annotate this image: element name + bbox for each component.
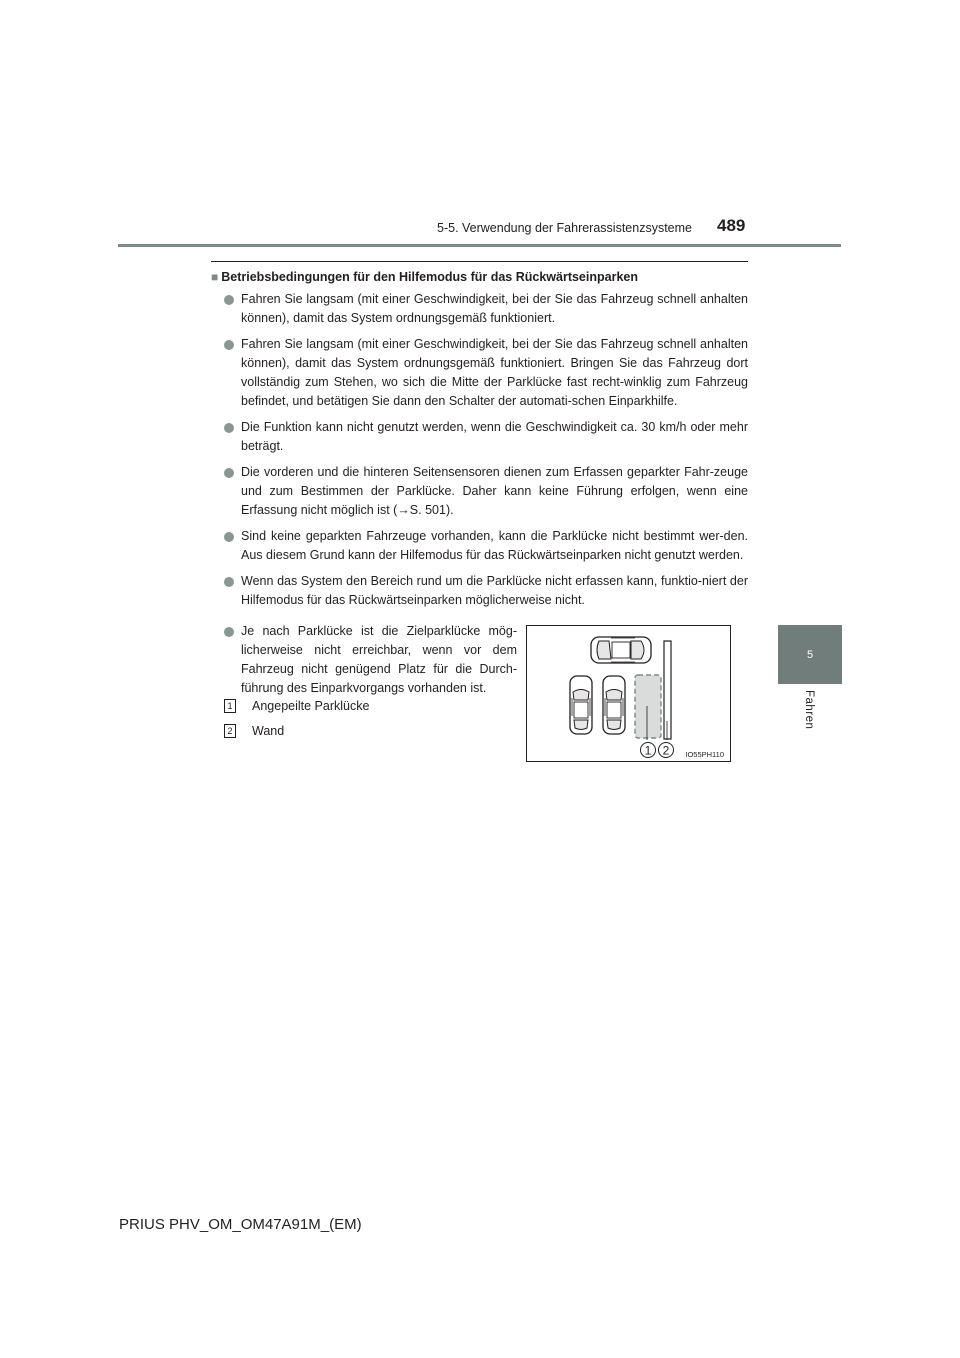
legend-number: 2 [224, 724, 236, 738]
car-moving-icon [591, 637, 651, 663]
figure-code: IO55PH110 [685, 750, 724, 759]
list-item [224, 290, 748, 328]
list-item [224, 463, 748, 520]
bullet-text: Sind keine geparkten Fahrzeuge vorhanden, kann die Parklücke nicht bestimmt wer-den. Aus diesem Grund kann der Hilfemodus für das Rückwärtseinparken nicht genutzt werden. [241, 529, 748, 562]
list-item [224, 622, 517, 698]
list-item [224, 572, 748, 610]
legend-label: Wand [252, 724, 285, 738]
car-parked-icon [570, 676, 592, 734]
legend-label: Angepeilte Parklücke [252, 699, 370, 713]
car-parked-icon [603, 676, 625, 734]
legend-item-1 [224, 699, 369, 713]
bullet-text: Fahren Sie langsam (mit einer Geschwindigkeit, bei der Sie das Fahrzeug schnell anhalten können), damit das System ordnungsgemäß funktioniert. Bringen Sie das Fahrzeug dort vollständig zum Stehen, wo sich die Mitte der Parklücke fast recht-winklig zum Fahrzeug befindet, und betätigen Sie dann den Schalter der automati-schen Einparkhilfe. [241, 337, 748, 408]
bullet-dot-icon [224, 532, 234, 542]
parking-illustration-svg [527, 626, 730, 761]
bullet-dot-icon [224, 423, 234, 433]
bullet-text: Die Funktion kann nicht genutzt werden, wenn die Geschwindigkeit ca. 30 km/h oder mehr beträgt. [241, 420, 748, 453]
page-number: 489 [717, 216, 746, 235]
callout-1-label: 1 [644, 743, 652, 758]
legend-number: 1 [224, 699, 236, 713]
page-header-section: 5-5. Verwendung der Fahrerassistenzsysteme [437, 221, 692, 235]
section-top-rule [211, 261, 748, 262]
bullet-dot-icon [224, 577, 234, 587]
list-item [224, 335, 748, 411]
wall [664, 641, 671, 739]
bullet-text: Je nach Parklücke ist die Zielparklücke mög-licherweise nicht erreichbar, wenn vor dem Fahrzeug nicht genügend Platz für die Durch-führung des Einparkvorgangs vorhanden ist. [241, 624, 517, 695]
chapter-tab [778, 625, 842, 684]
list-item [224, 527, 748, 565]
bullet-dot-icon [224, 627, 234, 637]
list-item [224, 418, 748, 456]
bullet-dot-icon [224, 295, 234, 305]
legend-item-2 [224, 724, 284, 738]
bullet-text: Wenn das System den Bereich rund um die Parklücke nicht erfassen kann, funktio-niert der Hilfemodus für das Rückwärtseinparken möglicherweise nicht. [241, 574, 748, 607]
chapter-label: Fahren [803, 690, 815, 730]
callout-1 [641, 743, 656, 758]
section-heading-text: Betriebsbedingungen für den Hilfemodus für das Rückwärtseinparken [221, 270, 638, 284]
chapter-number: 5 [806, 648, 814, 661]
bullet-list [224, 290, 748, 617]
target-parking-space [635, 675, 661, 738]
section-heading [211, 268, 751, 286]
header-rule [118, 244, 841, 247]
callout-2 [659, 743, 674, 758]
square-bullet-icon: ■ [211, 270, 219, 284]
bullet-text: Fahren Sie langsam (mit einer Geschwindigkeit, bei der Sie das Fahrzeug schnell anhalten können), damit das System ordnungsgemäß funktioniert. [241, 292, 748, 325]
parking-illustration [526, 625, 731, 762]
bullet-dot-icon [224, 468, 234, 478]
callout-2-label: 2 [662, 743, 670, 758]
footer-doc-id: PRIUS PHV_OM_OM47A91M_(EM) [119, 1216, 362, 1233]
bullet-text: Die vorderen und die hinteren Seitensensoren dienen zum Erfassen geparkter Fahr-zeuge und zum Bestimmen der Parklücke. Daher kann keine Führung erfolgen, wenn eine Erfassung nicht möglich ist (→S. 501). [241, 465, 748, 517]
bullet-dot-icon [224, 340, 234, 350]
